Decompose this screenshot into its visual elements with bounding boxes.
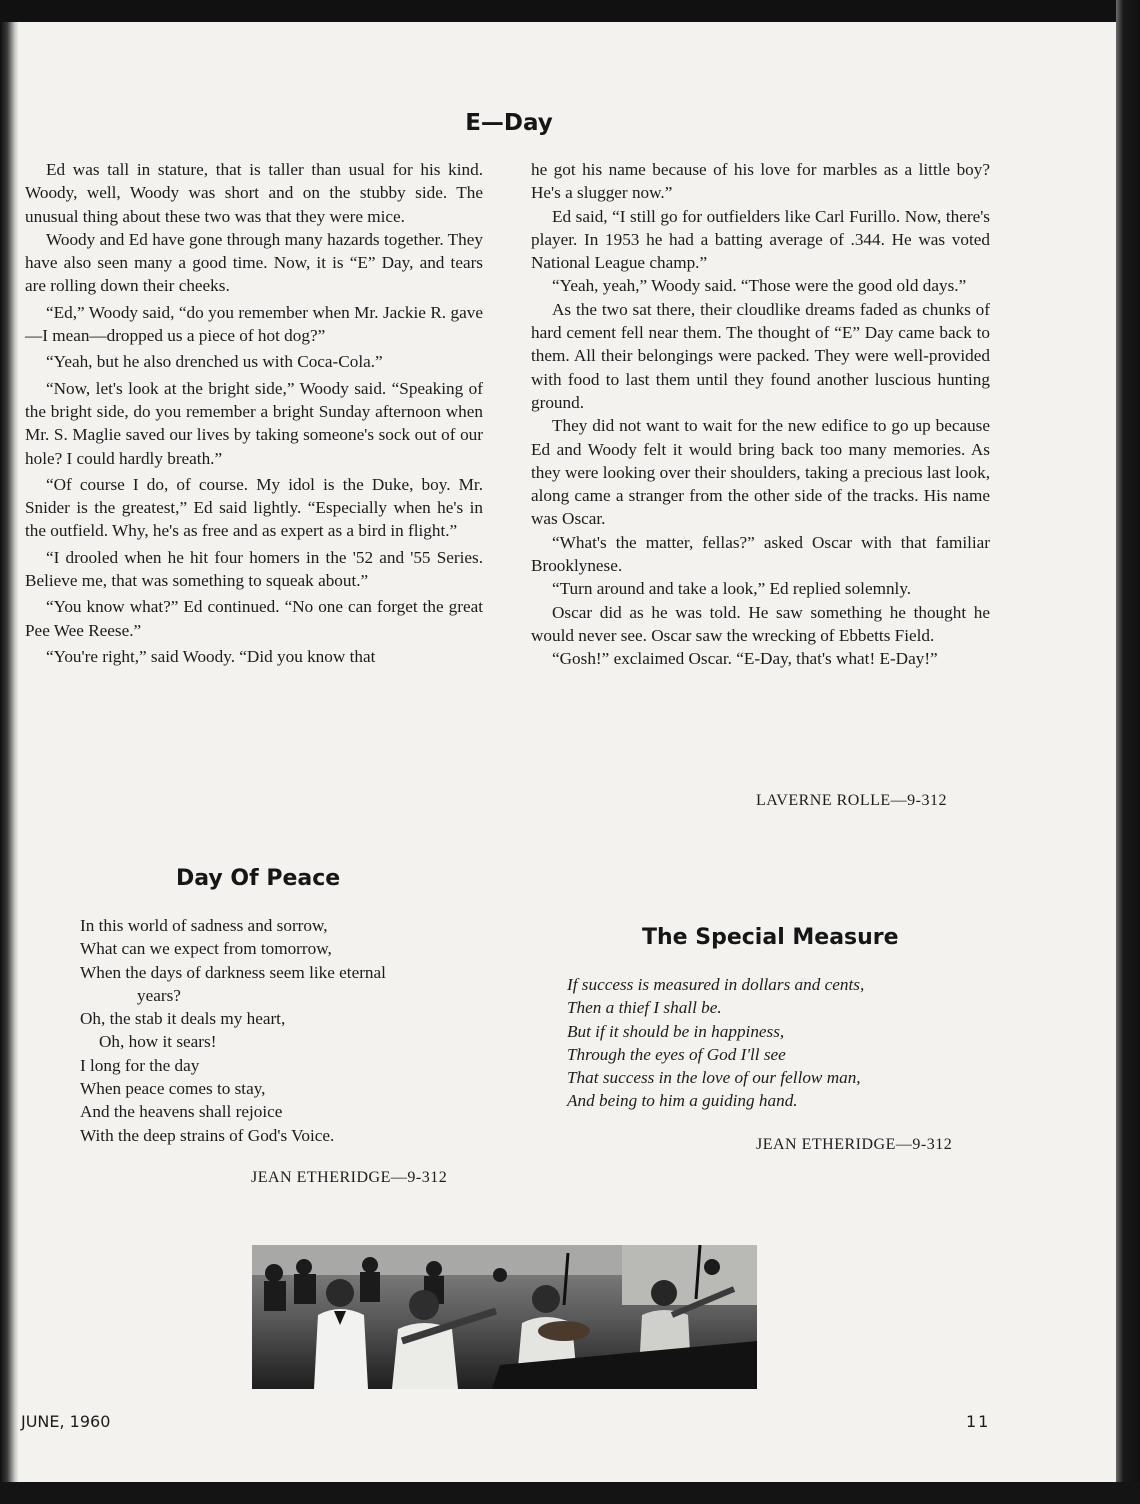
- poem-line: years?: [137, 985, 181, 1005]
- page-binding: [0, 22, 18, 1482]
- poem-line: Oh, how it sears!: [99, 1032, 217, 1052]
- peace-poem: [80, 914, 386, 1147]
- peace-title: Day Of Peace: [176, 866, 341, 891]
- poem-line: Through the eyes of God I'll see: [567, 1044, 786, 1064]
- eday-title: E—Day: [465, 110, 553, 136]
- eday-paragraph: “You know what?” Ed continued. “No one can forget the great Pee Wee Reese.”: [25, 597, 483, 640]
- scan-right-edge: [1116, 0, 1140, 1504]
- poem-line: With the deep strains of God's Voice.: [80, 1125, 335, 1145]
- eday-paragraph: Ed said, “I still go for outfielders like Carl Furillo. Now, there's player. In 1953 he had a batting average of .344. He was voted National League champ.”: [531, 206, 990, 273]
- orchestra-photo: [252, 1245, 757, 1389]
- page-number: 11: [966, 1412, 991, 1431]
- poem-line: In this world of sadness and sorrow,: [80, 916, 328, 935]
- eday-paragraph: “What's the matter, fellas?” asked Oscar with that familiar Brooklynese.: [531, 532, 990, 576]
- poem-line: And being to him a guiding hand.: [567, 1091, 798, 1111]
- eday-paragraph: “Ed,” Woody said, “do you remember when Mr. Jackie R. gave—I mean—dropped us a piece of hot dog?”: [25, 302, 483, 346]
- eday-paragraph: “Of course I do, of course. My idol is the Duke, boy. Mr. Snider is the greatest,” Ed said lightly. “Especially when he's in the outfield. Why, he's as free and as expert as a bird in flight.”: [25, 474, 483, 541]
- poem-line: And the heavens shall rejoice: [80, 1102, 283, 1122]
- poem-line: But if it should be in happiness,: [567, 1021, 785, 1041]
- eday-paragraph: Oscar did as he was told. He saw something he thought he would never see. Oscar saw the wrecking of Ebbetts Field.: [531, 602, 990, 645]
- poem-line: Then a thief I shall be.: [567, 998, 722, 1018]
- poem-line: Oh, the stab it deals my heart,: [80, 1009, 286, 1029]
- poem-line: When peace comes to stay,: [80, 1079, 266, 1099]
- eday-paragraph: he got his name because of his love for marbles as a little boy? He's a slugger now.”: [531, 160, 990, 203]
- eday-paragraph: “Turn around and take a look,” Ed replied solemnly.: [552, 579, 912, 599]
- poem-line: If success is measured in dollars and cents,: [567, 975, 865, 994]
- eday-left-column: [25, 158, 483, 668]
- poem-line: I long for the day: [80, 1055, 200, 1075]
- poem-line: When the days of darkness seem like eternal: [80, 962, 386, 982]
- poem-line: What can we expect from tomorrow,: [80, 939, 332, 959]
- poem-line: That success in the love of our fellow man,: [567, 1068, 861, 1088]
- measure-title: The Special Measure: [642, 925, 899, 950]
- eday-paragraph: “Now, let's look at the bright side,” Woody said. “Speaking of the bright side, do you remember a bright Sunday afternoon when Mr. S. Maglie saved our lives by taking someone's sock out of our hole? I could hardly breath.”: [25, 378, 483, 468]
- eday-paragraph: Woody and Ed have gone through many hazards together. They have also seen many a good time. Now, it is “E” Day, and tears are rolling down their cheeks.: [25, 229, 483, 296]
- eday-paragraph: “Yeah, but he also drenched us with Coca-Cola.”: [46, 352, 383, 372]
- eday-paragraph: As the two sat there, their cloudlike dreams faded as chunks of hard cement fell near them. The thought of “E” Day came back to them. All their belongings were packed. They were well-provided with food to last them until they found another luscious hunting ground.: [531, 299, 990, 412]
- eday-paragraph: “I drooled when he hit four homers in the '52 and '55 Series. Believe me, that was something to squeak about.”: [25, 547, 483, 591]
- eday-paragraph: They did not want to wait for the new edifice to go up because Ed and Woody felt it would bring back too many memories. As they were looking over their shoulders, taking a precious last look, along came a stranger from the other side of the tracks. His name was Oscar.: [531, 416, 990, 529]
- scan-top-edge: [0, 0, 1140, 22]
- eday-byline: LAVERNE ROLLE—9-312: [756, 792, 947, 809]
- eday-paragraph: “Yeah, yeah,” Woody said. “Those were the good old days.”: [552, 276, 967, 296]
- measure-byline: JEAN ETHERIDGE—9-312: [756, 1136, 953, 1153]
- eday-right-column: [531, 158, 990, 671]
- scan-bottom-edge: [0, 1482, 1140, 1504]
- issue-date: JUNE, 1960: [21, 1412, 111, 1431]
- peace-byline: JEAN ETHERIDGE—9-312: [251, 1169, 448, 1186]
- eday-paragraph: “Gosh!” exclaimed Oscar. “E-Day, that's what! E-Day!”: [552, 649, 938, 669]
- measure-poem: [567, 973, 864, 1113]
- eday-paragraph: Ed was tall in stature, that is taller than usual for his kind. Woody, well, Woody was short and on the stubby side. The unusual thing about these two was that they were mice.: [25, 160, 483, 226]
- eday-paragraph: “You're right,” said Woody. “Did you know that: [46, 646, 376, 666]
